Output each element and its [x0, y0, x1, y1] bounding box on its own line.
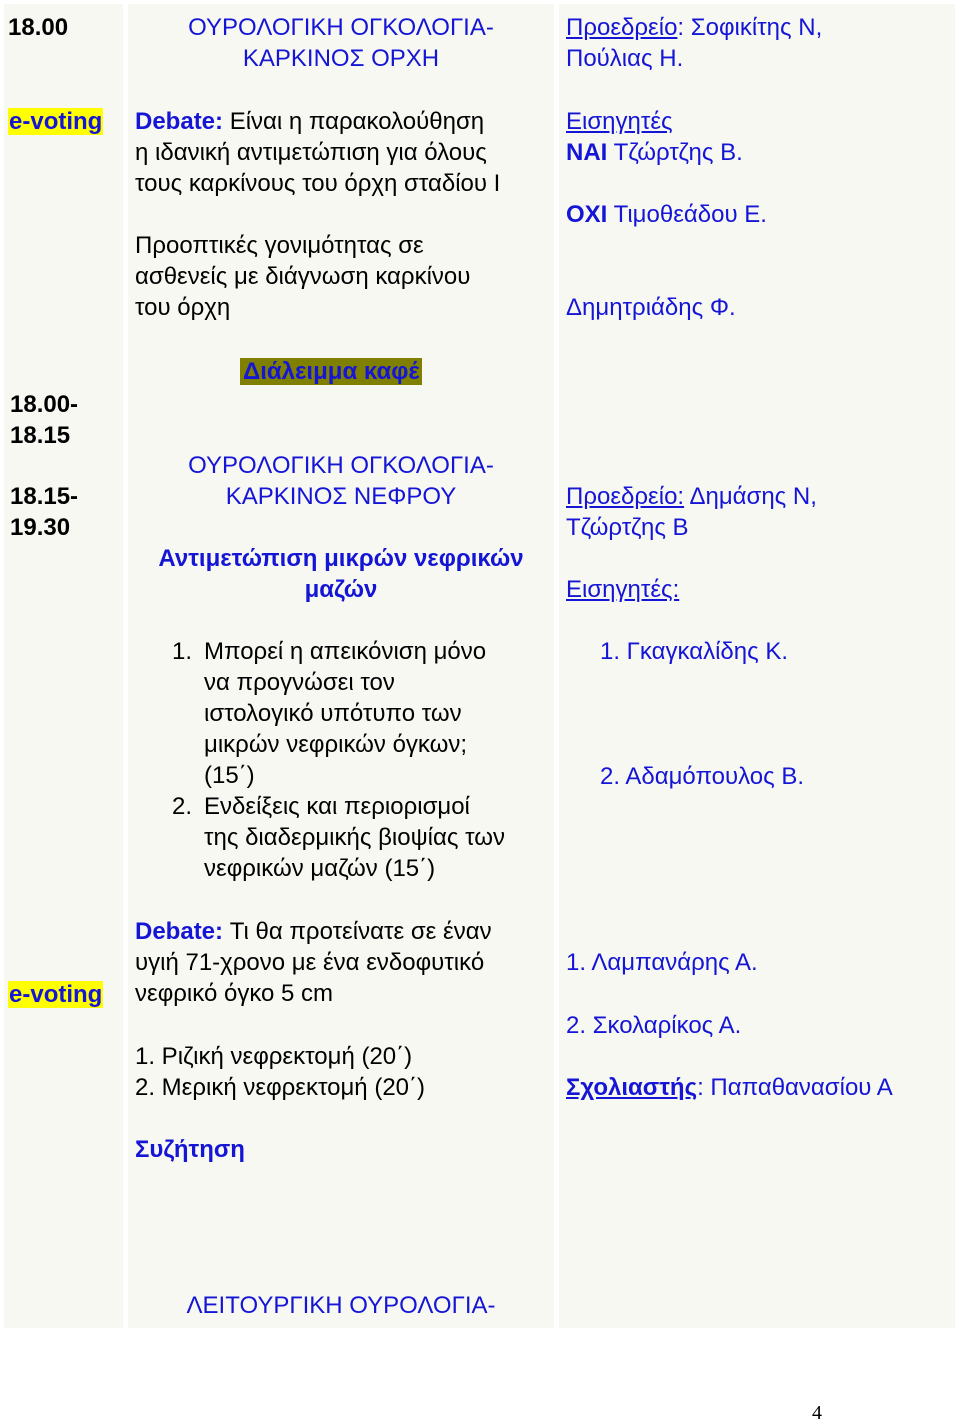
time-slot-3a: 18.15-	[10, 483, 79, 510]
section2-commentator: Σχολιαστής: Παπαθανασίου Α	[566, 1074, 893, 1101]
section2-debater1: 1. Λαμπανάρης Α.	[566, 949, 758, 976]
section1-debate-line2: η ιδανική αντιμετώπιση για όλους	[135, 139, 487, 166]
section1-no-speaker: ΟΧΙ Τιμοθεάδου Ε.	[566, 201, 767, 228]
section1-topic-line1: Προοπτικές γονιμότητας σε	[135, 232, 424, 259]
item1-line1: Μπορεί η απεικόνιση μόνο	[204, 638, 487, 665]
item2-line2: της διαδερμικής βιοψίας των	[204, 824, 505, 851]
item2-line1: Ενδείξεις και περιορισμοί	[204, 793, 470, 820]
item2-line3: νεφρικών μαζών (15΄)	[204, 855, 436, 882]
time-slot-3b: 19.30	[10, 514, 71, 541]
section1-presidium-line1: Προεδρείο: Σοφικίτης Ν,	[566, 14, 823, 41]
time-slot-1: 18.00	[8, 14, 69, 41]
section2-title-line1: ΟΥΡΟΛΟΓΙΚΗ ΟΓΚΟΛΟΓΙΑ-	[188, 452, 494, 479]
coffee-break: Διάλειμμα καφέ	[240, 356, 422, 387]
item1-line5: (15΄)	[204, 762, 255, 789]
section1-title-line2: ΚΑΡΚΙΝΟΣ ΟΡΧΗ	[242, 45, 440, 72]
section2-presidium-line1: Προεδρείο: Δημάσης Ν,	[566, 483, 817, 510]
section1-speakers-label: Εισηγητές	[566, 108, 673, 135]
item1-line3: ιστολογικό υπότυπο των	[204, 700, 462, 727]
section2-speakers-label: Εισηγητές:	[566, 576, 680, 603]
section2-speaker1: 1. Γκαγκαλίδης Κ.	[600, 638, 789, 665]
section2-title-line2: ΚΑΡΚΙΝΟΣ ΝΕΦΡΟΥ	[225, 483, 457, 510]
time-slot-2b: 18.15	[10, 422, 71, 449]
section2-debate-line2: υγιή 71-χρονο με ένα ενδοφυτικό	[135, 949, 485, 976]
section2-subtitle-line1: Αντιμετώπιση μικρών νεφρικών	[158, 545, 524, 572]
time-slot-2a: 18.00-	[10, 391, 79, 418]
item2-number: 2.	[172, 793, 193, 820]
section2-debate-line1: Debate: Τι θα προτείνατε σε έναν	[135, 918, 492, 945]
section1-topic-line2: ασθενείς με διάγνωση καρκίνου	[135, 263, 471, 290]
time-column	[4, 4, 123, 1328]
section1-speaker3: Δημητριάδης Φ.	[566, 294, 736, 321]
item1-line2: να προγνώσει τον	[204, 669, 395, 696]
section1-title-line1: ΟΥΡΟΛΟΓΙΚΗ ΟΓΚΟΛΟΓΙΑ-	[188, 14, 494, 41]
section1-debate-line1: Debate: Είναι η παρακολούθηση	[135, 108, 485, 135]
section2-debate-line3: νεφρικό όγκο 5 cm	[135, 980, 334, 1007]
section1-topic-line3: του όρχη	[135, 294, 231, 321]
section3-title: ΛΕΙΤΟΥΡΓΙΚΗ ΟΥΡΟΛΟΓΙΑ-	[186, 1292, 496, 1319]
section2-presidium-line2: Τζώρτζης Β	[566, 514, 689, 541]
section1-debate-line3: τους καρκίνους του όρχη σταδίου Ι	[135, 170, 501, 197]
section2-speaker2: 2. Αδαμόπουλος Β.	[600, 763, 805, 790]
item1-number: 1.	[172, 638, 193, 665]
section1-presidium-line2: Πούλιας Η.	[566, 45, 684, 72]
page-number: 4	[812, 1402, 822, 1424]
section2-debater2: 2. Σκολαρίκος Α.	[566, 1012, 742, 1039]
evoting-badge-1: e-voting	[9, 108, 103, 135]
section1-yes-speaker: ΝΑΙ Τζώρτζης Β.	[566, 139, 743, 166]
debate-option-2: 2. Μερική νεφρεκτομή (20΄)	[135, 1074, 425, 1101]
item1-line4: μικρών νεφρικών όγκων;	[204, 731, 468, 758]
evoting-badge-2: e-voting	[9, 981, 103, 1008]
debate-option-1: 1. Ριζική νεφρεκτομή (20΄)	[135, 1043, 413, 1070]
discussion-label: Συζήτηση	[135, 1136, 245, 1163]
section2-subtitle-line2: μαζών	[304, 576, 378, 603]
